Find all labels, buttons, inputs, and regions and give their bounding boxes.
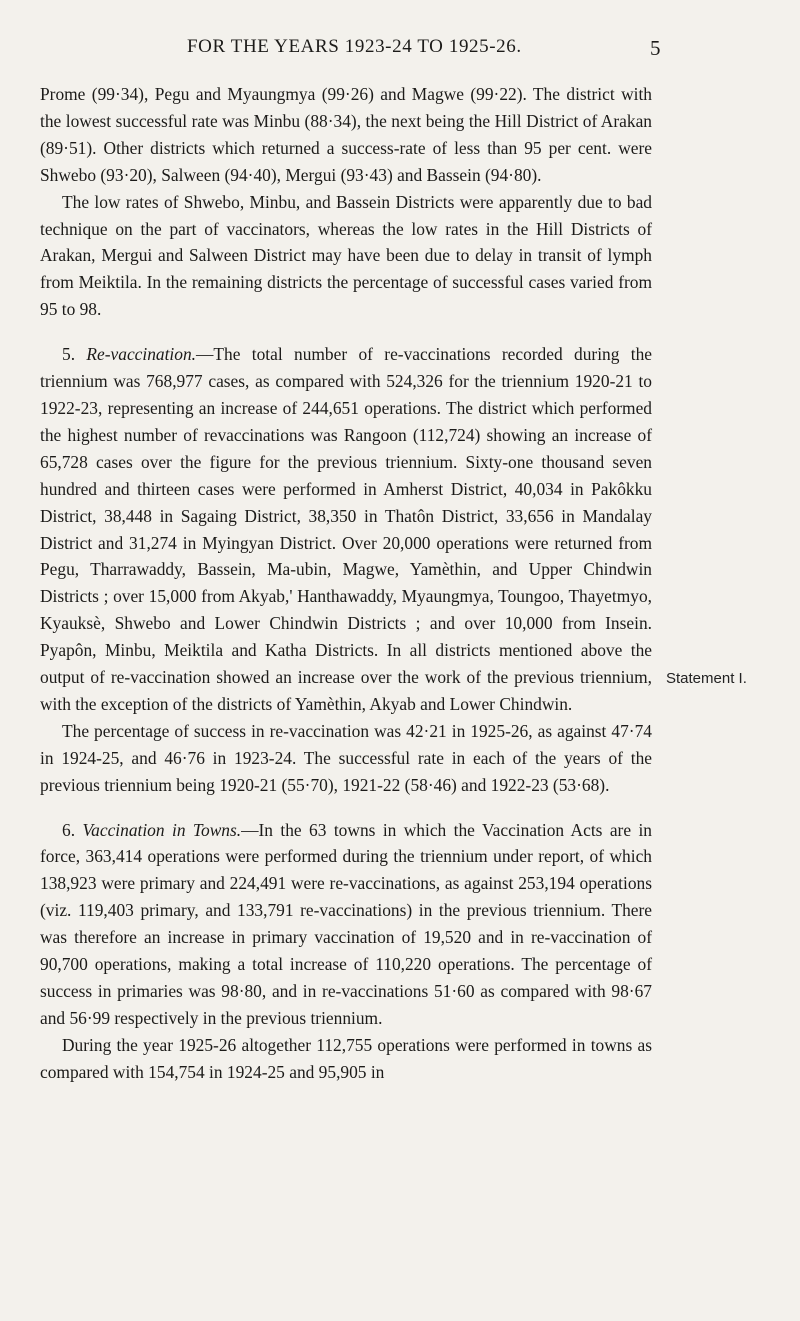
section-number: 5.	[62, 344, 76, 365]
section-number: 6.	[62, 819, 76, 840]
page-number: 5	[650, 36, 661, 60]
section-heading: Vaccination in Towns.	[82, 819, 242, 840]
paragraph-low-rates: The low rates of Shwebo, Minbu, and Bassein Districts were apparently due to bad technique on the part of vaccinators, whereas the low rates in the Hill Districts of Arakan, Mergui and Salween District may have been due to delay in transit of lymph from Meiktila. In the remaining districts the percentage of successful cases varied from 95 to 98.	[40, 191, 652, 320]
section-revaccination	[40, 341, 652, 718]
section-heading: Re-vaccination.	[86, 344, 196, 365]
running-title: FOR THE YEARS 1923-24 TO 1925-26.	[187, 36, 522, 57]
section-text: —In the 63 towns in which the Vaccination Acts are in force, 363,414 operations were performed during the triennium under report, of which 138,923 were primary and 224,491 were re-vaccinations, as against 253,194 operations (viz. 119,403 primary, and 133,791 re-vaccinations) in the previous triennium. There was therefore an increase in primary vaccination of 19,520 and in re-vaccination of 90,700 operations, making a total increase of 110,220 operations. The percentage of success in primaries was 98·80, and in re-vaccinations 51·60 as compared with 98·67 and 56·99 respectively in the previous triennium.	[40, 819, 652, 1028]
paragraph-prome: Prome (99·34), Pegu and Myaungmya (99·26) and Magwe (99·22). The district with the lowest successful rate was Minbu (88·34), the next being the Hill District of Arakan (89·51). Other districts which returned a success-rate of less than 95 per cent. were Shwebo (93·20), Salween (94·40), Mergui (93·43) and Bassein (94·80).	[40, 84, 652, 185]
margin-note-statement: Statement I.	[666, 670, 747, 687]
section-towns	[40, 817, 652, 1032]
paragraph-towns-1925-26: During the year 1925-26 altogether 112,755 operations were performed in towns as compared with 154,754 in 1924-25 and 95,905 in	[40, 1034, 652, 1082]
body-text	[40, 81, 652, 1086]
paragraph-revaccination-success: The percentage of success in re-vaccination was 42·21 in 1925-26, as against 47·74 in 1924-25, and 46·76 in 1923-24. The successful rate in each of the years of the previous triennium being 1920-21 (55·70), 1921-22 (58·46) and 1922-23 (53·68).	[40, 720, 652, 795]
section-text: —The total number of re-vaccinations recorded during the triennium was 768,977 cases, as compared with 524,326 for the triennium 1920-21 to 1922-23, representing an increase of 244,651 operations. The district which performed the highest number of revaccinations was Rangoon (112,724) showing an increase of 65,728 cases over the figure for the previous triennium. Sixty-one thousand seven hundred and thirteen cases were performed in Amherst District, 40,034 in Pakôkku District, 38,448 in Sagaing District, 38,350 in Thatôn District, 33,656 in Mandalay District and 31,274 in Myingyan District. Over 20,000 operations were returned from Pegu, Tharrawaddy, Bassein, Ma-ubin, Magwe, Yamèthin, and Upper Chindwin Districts ; over 15,000 from Akyab,' Hanthawaddy, Myaungmya, Toungoo, Thayetmyo, Kyauksè, Shwebo and Lower Chindwin Districts ; and over 10,000 from Insein. Pyapôn, Minbu, Meiktila and Katha Districts. In all districts mentioned above the output of re-vaccination showed an increase over the work of the previous triennium, with the exception of the districts of Yamèthin, Akyab and Lower Chindwin.	[40, 344, 652, 714]
